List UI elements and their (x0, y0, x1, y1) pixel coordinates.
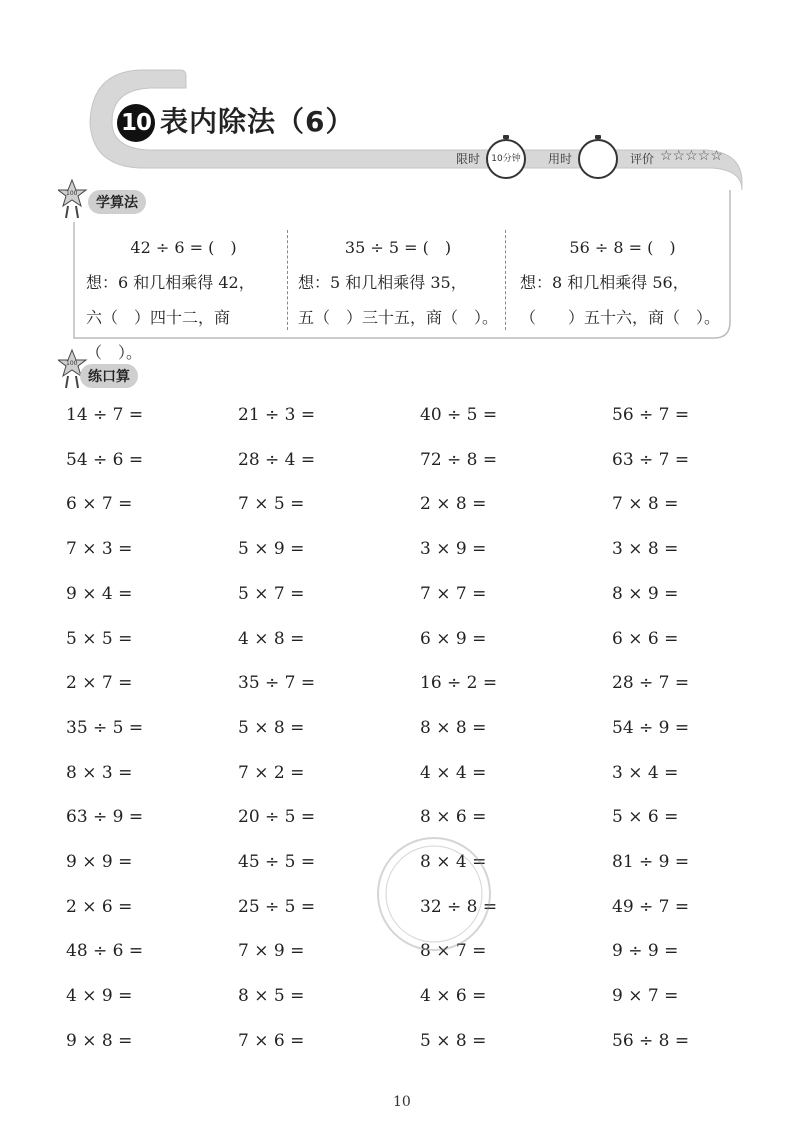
practice-problem[interactable]: 63 ÷ 7 = (612, 449, 690, 470)
stopwatch-knob-icon (595, 135, 601, 139)
practice-problem[interactable]: 72 ÷ 8 = (420, 449, 498, 470)
practice-problem[interactable]: 20 ÷ 5 = (238, 807, 316, 828)
practice-problem[interactable]: 54 ÷ 6 = (66, 449, 144, 470)
practice-section-label: 练口算 (80, 364, 138, 388)
method-hint-line1: 想：6 和几相乘得 42， (86, 273, 255, 292)
practice-problem[interactable]: 5 × 8 = (238, 717, 305, 738)
practice-problem[interactable]: 3 × 8 = (612, 539, 679, 560)
rating-label: 评价 (630, 152, 655, 166)
practice-problem[interactable]: 5 × 5 = (66, 628, 133, 649)
practice-problem[interactable]: 7 × 8 = (612, 494, 679, 515)
method-column-1 (86, 230, 281, 370)
practice-problem[interactable]: 35 ÷ 5 = (66, 717, 144, 738)
practice-problem[interactable]: 7 × 6 = (238, 1030, 305, 1051)
practice-problem[interactable]: 3 × 4 = (612, 762, 679, 783)
practice-problem[interactable]: 9 ÷ 9 = (612, 941, 679, 962)
method-hint-line2: 六（ ）四十二，商（ ）。 (86, 308, 231, 362)
method-equation: 35 ÷ 5 = ( ) (344, 238, 452, 257)
practice-problem[interactable]: 5 × 6 = (612, 807, 679, 828)
practice-problem[interactable]: 40 ÷ 5 = (420, 405, 498, 425)
practice-problem[interactable]: 6 × 6 = (612, 628, 679, 649)
time-used-timer[interactable] (578, 139, 618, 179)
method-hint-line2: 五（ ）三十五，商（ ）。 (298, 308, 499, 327)
practice-problem[interactable]: 4 × 9 = (66, 986, 133, 1007)
time-limit-value: 10分钟 (491, 154, 521, 164)
practice-problem[interactable]: 7 × 7 = (420, 583, 487, 604)
practice-problem[interactable]: 48 ÷ 6 = (66, 941, 144, 962)
practice-problem[interactable]: 8 × 3 = (66, 762, 133, 783)
practice-problem[interactable]: 25 ÷ 5 = (238, 896, 316, 917)
practice-problem[interactable]: 6 × 7 = (66, 494, 133, 515)
method-hint-line1: 想：5 和几相乘得 35， (298, 273, 467, 292)
page-number: 10 (393, 1094, 411, 1110)
method-equation: 56 ÷ 8 = ( ) (569, 238, 676, 257)
practice-problem[interactable]: 56 ÷ 7 = (612, 405, 690, 425)
method-hint-line1: 想：8 和几相乘得 56， (520, 273, 689, 292)
method-hint-line2: （ ）五十六，商（ ）。 (520, 308, 721, 327)
method-column-2 (298, 230, 498, 335)
practice-problem[interactable]: 9 × 8 = (66, 1030, 133, 1051)
practice-problem[interactable]: 7 × 5 = (238, 494, 305, 515)
practice-problem[interactable]: 8 × 4 = (420, 852, 487, 872)
practice-problem[interactable]: 9 × 9 = (66, 852, 133, 872)
practice-problem[interactable]: 21 ÷ 3 = (238, 405, 316, 425)
practice-problem[interactable]: 16 ÷ 2 = (420, 673, 498, 694)
page-title: 表内除法（6） (160, 105, 355, 138)
method-equation: 42 ÷ 6 = ( ) (130, 238, 237, 257)
method-divider (505, 230, 506, 330)
practice-problem[interactable]: 32 ÷ 8 = (420, 896, 498, 917)
practice-problem[interactable]: 8 × 9 = (612, 583, 679, 604)
practice-problem[interactable]: 5 × 7 = (238, 583, 305, 604)
practice-problem[interactable]: 8 × 7 = (420, 941, 487, 962)
method-section-label: 学算法 (88, 190, 146, 214)
practice-problem[interactable]: 9 × 7 = (612, 986, 679, 1007)
rating-stars[interactable]: ☆☆☆☆☆ (660, 148, 723, 164)
practice-problem[interactable]: 4 × 8 = (238, 628, 305, 649)
method-divider (287, 230, 288, 330)
practice-problem[interactable]: 8 × 6 = (420, 807, 487, 828)
practice-problem[interactable]: 3 × 9 = (420, 539, 487, 560)
method-column-3 (520, 230, 725, 335)
practice-problem[interactable]: 8 × 8 = (420, 717, 487, 738)
practice-problem[interactable]: 8 × 5 = (238, 986, 305, 1007)
practice-problem[interactable]: 9 × 4 = (66, 583, 133, 604)
svg-text:100: 100 (66, 360, 78, 367)
practice-problem[interactable]: 54 ÷ 9 = (612, 717, 690, 738)
practice-problem[interactable]: 49 ÷ 7 = (612, 896, 690, 917)
practice-problem[interactable]: 2 × 7 = (66, 673, 133, 694)
practice-problem[interactable]: 7 × 9 = (238, 941, 305, 962)
practice-problem[interactable]: 45 ÷ 5 = (238, 852, 316, 872)
practice-problem[interactable]: 63 ÷ 9 = (66, 807, 144, 828)
practice-problem[interactable]: 5 × 8 = (420, 1030, 487, 1051)
practice-problem[interactable]: 5 × 9 = (238, 539, 305, 560)
practice-problem[interactable]: 4 × 4 = (420, 762, 487, 783)
practice-problem[interactable]: 2 × 6 = (66, 896, 133, 917)
time-limit-timer (486, 139, 526, 179)
practice-problem[interactable]: 28 ÷ 7 = (612, 673, 690, 694)
practice-problem[interactable]: 28 ÷ 4 = (238, 449, 316, 470)
stopwatch-knob-icon (503, 135, 509, 139)
time-limit-label: 限时 (456, 152, 481, 166)
practice-problem[interactable]: 56 ÷ 8 = (612, 1030, 690, 1051)
practice-problem[interactable]: 14 ÷ 7 = (66, 405, 144, 425)
svg-text:100: 100 (66, 190, 78, 197)
watermark-seal (368, 828, 500, 960)
lesson-number-badge: 10 (117, 104, 155, 142)
practice-problem[interactable]: 4 × 6 = (420, 986, 487, 1007)
practice-problem[interactable]: 6 × 9 = (420, 628, 487, 649)
practice-problem[interactable]: 2 × 8 = (420, 494, 487, 515)
practice-problem[interactable]: 7 × 3 = (66, 539, 133, 560)
time-used-label: 用时 (548, 152, 573, 166)
practice-problem[interactable]: 35 ÷ 7 = (238, 673, 316, 694)
practice-problem[interactable]: 7 × 2 = (238, 762, 305, 783)
practice-problem[interactable]: 81 ÷ 9 = (612, 852, 690, 872)
